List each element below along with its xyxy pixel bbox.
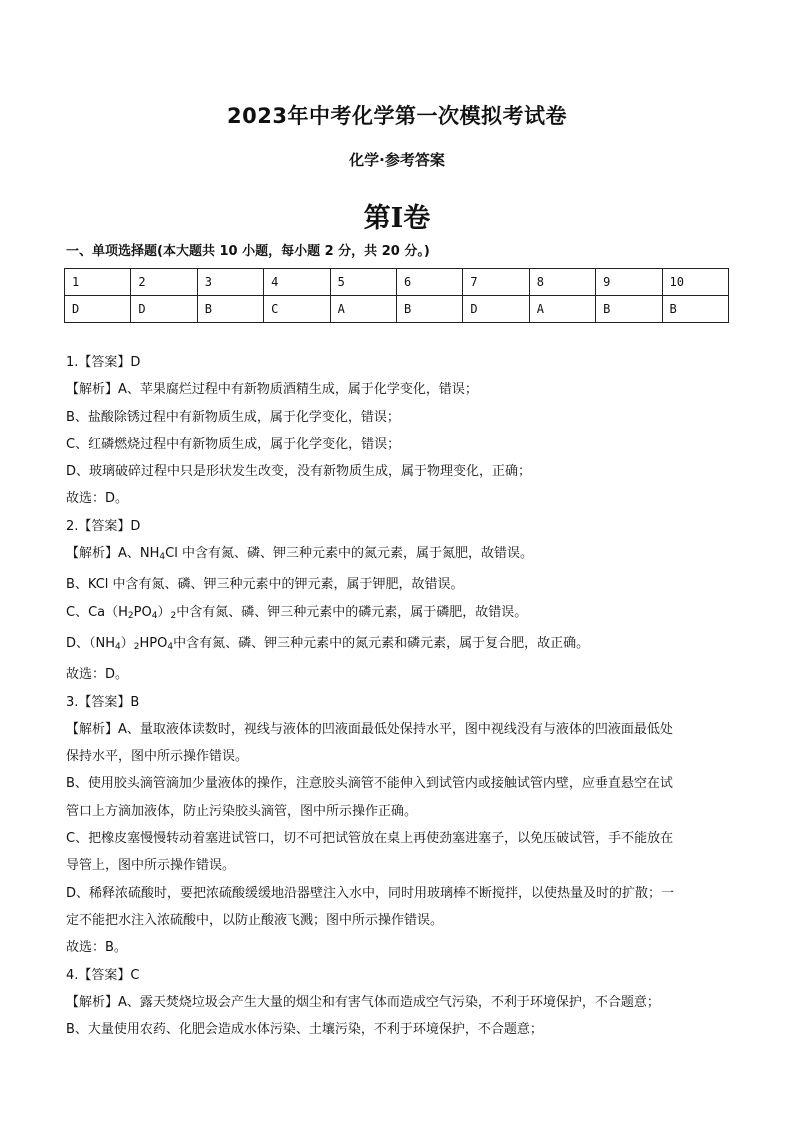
question-number-cell: 4 <box>264 269 330 296</box>
text-span: Cl 中含有氮、磷、钾三种元素中的氮元素，属于氮肥，故错误。 <box>165 546 533 562</box>
q1-line: 【解析】A、苹果腐烂过程中有新物质酒精生成，属于化学变化，错误； <box>66 382 478 398</box>
q4-answer: 4.【答案】C <box>66 967 140 983</box>
exam-subtitle: 化学·参考答案 <box>349 151 445 169</box>
q1-answer: 1.【答案】D <box>66 355 141 370</box>
subscript: 4 <box>151 610 158 621</box>
question-number-cell: 1 <box>65 269 131 296</box>
question-number-cell: 6 <box>396 269 462 296</box>
answer-cell: B <box>662 296 728 323</box>
q3-line: B、使用胶头滴管滴加少量液体的操作，注意胶头滴管不能伸入到试管内或接触试管内壁，应垂直悬空在试 <box>66 776 673 792</box>
q3-line: 故选：B。 <box>66 940 127 956</box>
text-span: PO <box>133 604 152 620</box>
answer-table <box>64 268 729 323</box>
question-number-cell: 2 <box>131 269 197 296</box>
q3-line: 定不能把水注入浓硫酸中，以防止酸液飞溅；图中所示操作错误。 <box>66 912 444 928</box>
q3-line: D、稀释浓硫酸时，要把浓硫酸缓缓地沿器壁注入水中，同时用玻璃棒不断搅拌，以使热量及时的扩散；一 <box>66 885 675 901</box>
answer-cell: A <box>330 296 396 323</box>
subscript: 4 <box>167 641 174 652</box>
q1-line: 故选：D。 <box>66 491 129 507</box>
subscript: 4 <box>159 552 166 563</box>
answer-cell: B <box>596 296 662 323</box>
text-span: C、Ca（H <box>66 604 128 620</box>
q2-line-c <box>66 599 730 630</box>
q3-line: 保持水平，图中所示操作错误。 <box>66 749 249 765</box>
answer-cell: D <box>65 296 131 323</box>
exam-title: 2023年中考化学第一次模拟考试卷 <box>227 104 567 128</box>
question-number-cell: 5 <box>330 269 396 296</box>
q1-line: D、玻璃破碎过程中只是形状发生改变，没有新物质生成，属于物理变化，正确； <box>66 464 532 480</box>
answer-cell: D <box>463 296 529 323</box>
q2-line-e: 故选：D。 <box>66 667 129 683</box>
subscript: 2 <box>133 641 140 652</box>
volume-heading: 第Ⅰ卷 <box>363 203 431 234</box>
text-span: D、（NH <box>66 635 116 651</box>
answer-table-answer-row <box>65 296 729 323</box>
question-number-cell: 10 <box>662 269 728 296</box>
text-span: HPO <box>139 635 168 651</box>
explanation-body <box>66 349 730 1043</box>
q3-line: 【解析】A、量取液体读数时，视线与液体的凹液面最低处保持水平，图中视线没有与液体的凹液面最低处 <box>66 721 673 737</box>
question-number-cell: 8 <box>529 269 595 296</box>
question-number-cell: 3 <box>197 269 263 296</box>
q3-answer: 3.【答案】B <box>66 694 140 710</box>
question-number-cell: 7 <box>463 269 529 296</box>
q2-answer: 2.【答案】D <box>66 518 141 534</box>
q3-line: C、把橡皮塞慢慢转动着塞进试管口，切不可把试管放在桌上再使劲塞进塞子，以免压破试管，手不能放在 <box>66 831 674 847</box>
answer-cell: B <box>396 296 462 323</box>
text-span: 中含有氮、磷、钾三种元素中的磷元素，属于磷肥，故错误。 <box>176 604 528 620</box>
answer-cell: D <box>131 296 197 323</box>
subscript: 2 <box>170 610 177 621</box>
q4-line: 【解析】A、露天焚烧垃圾会产生大量的烟尘和有害气体而造成空气污染，不利于环境保护，不合题意； <box>66 994 660 1010</box>
q1-line: B、盐酸除锈过程中有新物质生成，属于化学变化，错误； <box>66 409 400 425</box>
question-number-cell: 9 <box>596 269 662 296</box>
text-span: 【解析】A、NH <box>66 546 160 562</box>
q4-line: B、大量使用农药、化肥会造成水体污染、土壤污染，不利于环境保护，不合题意； <box>66 1022 543 1038</box>
q3-line: 导管上，图中所示操作错误。 <box>66 858 236 874</box>
answer-cell: A <box>529 296 595 323</box>
q1-line: C、红磷燃烧过程中有新物质生成，属于化学变化，错误； <box>66 436 401 452</box>
q2-line-b: B、KCl 中含有氮、磷、钾三种元素中的钾元素，属于钾肥，故错误。 <box>66 577 464 593</box>
subscript: 2 <box>127 610 134 621</box>
answer-table-number-row <box>65 269 729 296</box>
text-span: ） <box>120 635 134 651</box>
answer-cell: B <box>197 296 263 323</box>
text-span: 中含有氮、磷、钾三种元素中的氮元素和磷元素，属于复合肥，故正确。 <box>173 635 590 651</box>
section-heading: 一、单项选择题(本大题共 10 小题，每小题 2 分，共 20 分。) <box>66 244 430 259</box>
q3-line: 管口上方滴加液体，防止污染胶头滴管，图中所示操作正确。 <box>66 803 418 819</box>
q2-line-a <box>66 540 730 571</box>
subscript: 4 <box>115 641 121 652</box>
text-span: ） <box>157 604 171 620</box>
answer-cell: C <box>264 296 330 323</box>
q2-line-d <box>66 630 730 661</box>
